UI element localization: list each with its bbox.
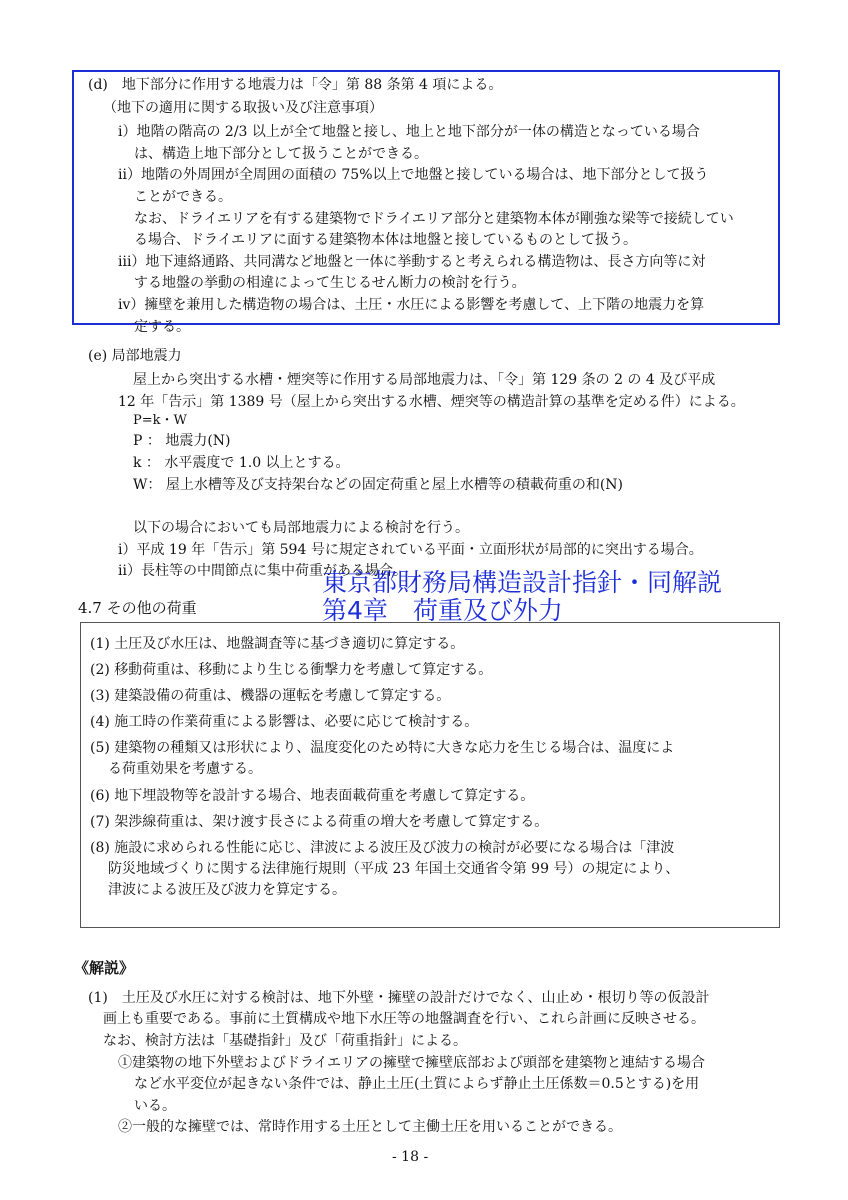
section-e-para1: 屋上から突出する水槽・煙突等に作用する局部地震力は、「令」第 129 条の 2 の 4 及び平成 (133, 372, 716, 388)
rule-2: (2) 移動荷重は、移動により生じる衝撃力を考慮して算定する。 (90, 662, 493, 678)
commentary-p1-line1: (1) 土圧及び水圧に対する検討は、地下外壁・擁壁の設計だけでなく、山止め・根切り等の仮設計 (88, 990, 710, 1006)
page-number: - 18 - (392, 1149, 429, 1165)
section-e-heading: (e) 局部地震力 (88, 348, 182, 364)
section-47-heading: 4.7 その他の荷重 (78, 599, 197, 617)
item-iv-line1: ⅳ）擁壁を兼用した構造物の場合は、土圧・水圧による影響を考慮して、上下階の地震力を算 (118, 297, 705, 313)
case-i: ⅰ）平成 19 年「告示」第 594 号に規定されている平面・立面形状が局部的に突出する場合。 (118, 542, 703, 558)
item-iii-line1: ⅲ）地下連絡通路、共同溝など地盤と一体に挙動すると考えられる構造物は、長さ方向等に対 (118, 254, 706, 270)
commentary-c1-line2: など水平変位が起きない条件では、静止土圧(土質によらず静止土圧係数＝0.5とする)を用 (134, 1076, 700, 1092)
rule-5-line2: る荷重効果を考慮する。 (108, 761, 262, 777)
section-d-subheading: （地下の適用に関する取扱い及び注意事項） (103, 100, 383, 116)
rule-1: (1) 土圧及び水圧は、地盤調査等に基づき適切に算定する。 (90, 636, 465, 652)
item-iv-line2: 定する。 (134, 319, 190, 335)
item-i-line2: は、構造上地下部分として扱うことができる。 (134, 146, 428, 162)
rule-8-line3: 津波による波圧及び波力を算定する。 (108, 882, 346, 898)
commentary-c1-line1: ①建築物の地下外壁およびドライエリアの擁壁で擁壁底部および頭部を建築物と連結する場合 (118, 1055, 706, 1071)
commentary-c2-line1: ②一般的な擁壁では、常時作用する土圧として主働土圧を用いることができる。 (118, 1119, 622, 1135)
commentary-c1-line3: いる。 (134, 1098, 176, 1114)
case-ii: ⅱ）長柱等の中間節点に集中荷重がある場合。 (118, 563, 407, 579)
note-line2: る場合、ドライエリアに面する建築物本体は地盤と接しているものとして扱う。 (134, 232, 638, 248)
rule-6: (6) 地下埋設物等を設計する場合、地表面載荷重を考慮して算定する。 (90, 788, 535, 804)
item-iii-line2: する地盤の挙動の相違によって生じるせん断力の検討を行う。 (134, 275, 526, 291)
rule-5-line1: (5) 建築物の種類又は形状により、温度変化のため特に大きな応力を生じる場合は、温度によ (90, 740, 675, 756)
item-ii-line1: ⅱ）地階の外周囲が全周囲の面積の 75%以上で地盤と接している場合は、地下部分として扱う (118, 167, 709, 183)
overlay-title-line1: 東京都財務局構造設計指針・同解説 (322, 568, 723, 597)
section-e-para3: 以下の場合においても局部地震力による検討を行う。 (133, 520, 469, 536)
commentary-heading: 《解説》 (74, 959, 135, 977)
section-e-para2: 12 年「告示」第 1389 号（屋上から突出する水槽、煙突等の構造計算の基準を定める件）による。 (118, 394, 745, 410)
definition-w: W： 屋上水槽等及び支持架台などの固定荷重と屋上水槽等の積載荷重の和(N) (133, 477, 624, 493)
definition-k: k ： 水平震度で 1.0 以上とする。 (133, 455, 350, 471)
rule-4: (4) 施工時の作業荷重による影響は、必要に応じて検討する。 (90, 714, 479, 730)
definition-p: P ： 地震力(N) (133, 433, 231, 449)
rule-8-line2: 防災地域づくりに関する法律施行規則（平成 23 年国土交通省令第 99 号）の規定により、 (108, 861, 680, 877)
section-d-heading: (d) 地下部分に作用する地震力は「令」第 88 条第 4 項による。 (88, 77, 503, 93)
rule-7: (7) 架渉線荷重は、架け渡す長さによる荷重の増大を考慮して算定する。 (90, 814, 549, 830)
commentary-p1-line3: なお、検討方法は「基礎指針」及び「荷重指針」による。 (103, 1033, 467, 1049)
overlay-title-line2: 第4章 荷重及び外力 (322, 596, 563, 625)
item-i-line1: ⅰ）地階の階高の 2/3 以上が全て地盤と接し、地上と地下部分が一体の構造となっている場合 (118, 124, 700, 140)
formula: P=k・W (133, 413, 187, 428)
note-line1: なお、ドライエリアを有する建築物でドライエリア部分と建築物本体が剛強な梁等で接続してい (134, 211, 734, 227)
item-ii-line2: ことができる。 (134, 189, 232, 205)
rule-3: (3) 建築設備の荷重は、機器の運転を考慮して算定する。 (90, 688, 451, 704)
commentary-p1-line2: 画上も重要である。事前に土質構成や地下水圧等の地盤調査を行い、これら計画に反映させる。 (103, 1011, 705, 1027)
rule-8-line1: (8) 施設に求められる性能に応じ、津波による波圧及び波力の検討が必要になる場合は「津波 (90, 840, 675, 856)
